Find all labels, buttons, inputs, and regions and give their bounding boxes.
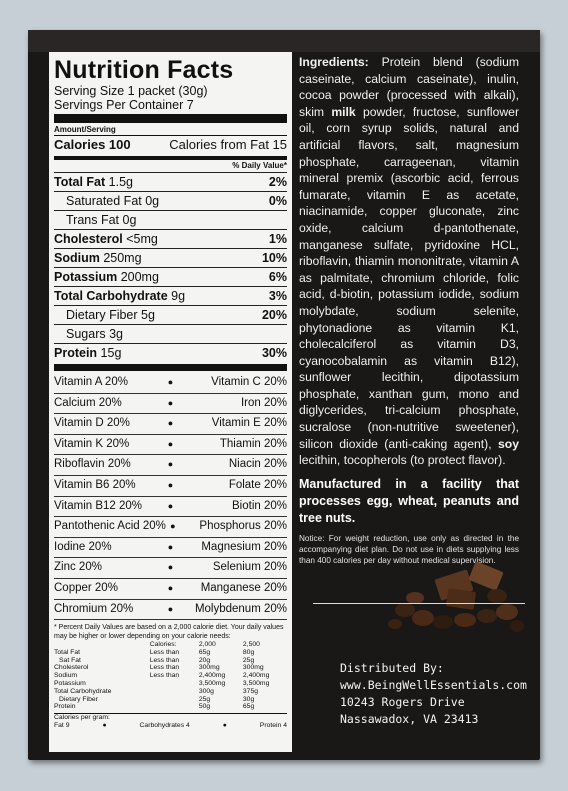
ingredients-label: Ingredients:	[299, 55, 369, 69]
daily-values-row	[54, 680, 287, 688]
daily-values-cell: Sat Fat	[59, 656, 81, 664]
daily-values-row	[54, 696, 287, 704]
bullet-icon: ●	[167, 377, 174, 387]
daily-values-cell: Cholesterol	[54, 664, 89, 672]
bullet-icon: ●	[167, 438, 174, 449]
vitamin-left: Vitamin K 20%	[54, 437, 130, 450]
nutrient-name-amount	[54, 230, 158, 248]
daily-values-cell: 20g	[198, 656, 211, 664]
nutrient-amount: 9g	[171, 289, 186, 303]
nutrient-name-amount	[54, 249, 142, 267]
bullet-icon: ●	[167, 459, 174, 470]
daily-values-cell: Total Fat	[54, 648, 81, 656]
nutrient-dv: 20%	[261, 308, 287, 322]
daily-values-cell: Less than	[149, 656, 180, 664]
nutrient-dv: 6%	[268, 270, 287, 284]
distributor-line1: Distributed By:	[340, 661, 444, 675]
daily-values-header-cell: 2,000	[198, 640, 216, 648]
daily-values-cell: Less than	[149, 648, 180, 656]
vitamin-left: Copper 20%	[54, 581, 118, 594]
nutrient-name-amount	[54, 173, 133, 191]
nutrient-name-amount	[66, 211, 136, 229]
vitamin-right: Phosphorus 20%	[199, 520, 287, 533]
daily-values-cell: 65g	[242, 703, 255, 711]
ingredients-part2: powder, fructose, sunflower oil, corn syrup solids, natural and artificial flavors, salt, magnesium phosphate, carrageenan, vitamin mineral premix (ascorbic acid, ferrous fumarate, vitamin E as acetate, niacinamide, copper gluconate, zinc oxide, calcium d-pantothenate, manganese sulfate, pyridoxine HCL, riboflavin, thiamin mononitrate, vitamin A as palmitate, chromium chloride, folic acid, d-biotin, potassium iodide, sodium molybdate, sodium selenite, phytonadione as vitamin K1, cholecalciferol as vitamin D3, cyanocobalamin as vitamin B12), sunflower lecithin, dipotassium phosphate, xanthan gum, mono and diglycerides, tri-calcium phosphate, sucralose (non-nutritive sweetener), silicon dioxide (anti-caking agent),	[299, 104, 520, 451]
calories-row	[54, 136, 287, 154]
vitamin-row	[54, 394, 287, 415]
daily-values-row	[54, 664, 287, 672]
nutrient-label: Sodium	[54, 251, 100, 265]
vitamin-left: Vitamin B12 20%	[54, 499, 143, 512]
nutrient-amount: 250mg	[103, 251, 142, 265]
ingredients-part3: lecithin, tocopherols (to protect flavor).	[299, 453, 506, 468]
daily-values-table	[54, 641, 287, 711]
vitamin-right: Vitamin E 20%	[211, 417, 287, 430]
daily-values-row	[54, 688, 287, 696]
daily-values-cell: 300mg	[198, 664, 220, 672]
nutrient-dv: 0%	[268, 194, 287, 208]
nutrient-label: Potassium	[54, 270, 118, 284]
daily-values-cell: 300mg	[242, 664, 264, 672]
allergen-statement: Manufactured in a facility that processes egg, wheat, peanuts and tree nuts.	[299, 476, 519, 525]
nutrient-name-amount	[66, 325, 123, 343]
nutrient-rows	[54, 173, 287, 344]
vitamin-right: Folate 20%	[228, 478, 287, 491]
calories-per-gram-item: Carbohydrates 4	[139, 722, 190, 730]
vitamin-right: Iron 20%	[240, 396, 287, 409]
ingredients-panel	[299, 54, 519, 566]
nutrient-dv: 10%	[261, 251, 287, 265]
daily-values-cell	[150, 688, 199, 696]
nutrient-label: Total Carbohydrate	[54, 289, 168, 303]
medium-divider	[54, 156, 287, 160]
calories-per-gram-label: Calories per gram:	[54, 714, 110, 722]
daily-values-cell: Less than	[149, 672, 180, 680]
distributor-website: www.BeingWellEssentials.com	[340, 678, 527, 692]
bullet-icon: ●	[167, 562, 174, 573]
daily-values-cell: Potassium	[54, 679, 86, 687]
vitamin-right: Magnesium 20%	[201, 540, 287, 553]
daily-values-cell: 25g	[242, 656, 255, 664]
nutrition-facts-panel	[49, 52, 292, 752]
vitamin-right: Thiamin 20%	[219, 437, 287, 450]
vitamin-row	[54, 579, 287, 600]
vitamin-right: Biotin 20%	[232, 499, 287, 512]
nutrient-label: Sugars	[66, 327, 106, 341]
white-divider-line	[313, 603, 525, 604]
vitamin-left: Vitamin D 20%	[54, 417, 130, 430]
nutrient-row	[54, 192, 287, 211]
nutrient-name-amount	[66, 192, 159, 210]
nutrient-row	[54, 325, 287, 344]
nutrient-amount: 5g	[141, 308, 155, 322]
daily-values-cell: 2,400mg	[242, 672, 270, 680]
nutrient-name-amount	[54, 287, 185, 305]
daily-values-cell	[150, 680, 199, 688]
nutrient-amount: <5mg	[126, 232, 158, 246]
vitamin-right: Molybdenum 20%	[194, 602, 287, 615]
daily-values-row	[54, 672, 287, 680]
vitamin-row	[54, 373, 287, 394]
nutrient-label: Cholesterol	[54, 232, 123, 246]
nutrient-row	[54, 249, 287, 268]
nutrient-name-amount	[66, 306, 155, 324]
ingredients-part1: Protein blend (sodium caseinate, calcium caseinate), inulin, cocoa powder (processed with alkali), skim	[299, 55, 519, 119]
distributor-block	[340, 660, 527, 728]
daily-values-cell: 300g	[198, 687, 214, 695]
nutrient-label: Dietary Fiber	[66, 308, 138, 322]
thick-divider	[54, 364, 287, 371]
serving-size: Serving Size 1 packet (30g)	[54, 84, 208, 98]
bullet-icon: ●	[167, 397, 174, 408]
chocolate-coffee-beans-image	[385, 560, 525, 640]
calories-value: Calories 100	[54, 137, 131, 152]
nutrient-amount: 1.5g	[108, 175, 133, 189]
daily-values-spacer	[54, 641, 150, 649]
bullet-icon: ●	[222, 722, 227, 730]
daily-values-cell: Total Carbohydrate	[54, 687, 112, 695]
ingredients-soy: soy	[497, 436, 519, 451]
daily-values-cell: Less than	[149, 664, 180, 672]
daily-values-cell: 2,400mg	[198, 672, 226, 680]
calories-per-gram-item: Fat 9	[54, 722, 70, 730]
bullet-icon: ●	[167, 500, 174, 511]
bullet-icon: ●	[170, 521, 176, 532]
nutrient-dv: 1%	[268, 232, 287, 246]
nutrient-dv: 3%	[268, 289, 287, 303]
daily-value-header: % Daily Value*	[54, 161, 287, 173]
daily-values-cell: 3,500mg	[242, 679, 270, 687]
calories-from-fat: Calories from Fat 15	[169, 137, 287, 152]
vitamin-left: Vitamin A 20%	[54, 376, 128, 388]
nutrient-amount: 0g	[122, 213, 137, 227]
vitamin-left: Iodine 20%	[54, 540, 112, 553]
nutrient-dv: 2%	[268, 175, 287, 189]
calories-per-gram	[54, 722, 287, 730]
nutrient-row	[54, 306, 287, 325]
bullet-icon: ●	[167, 541, 174, 552]
nutrition-facts-title: Nutrition Facts	[54, 56, 234, 84]
amount-per-serving: Amount/Serving	[54, 125, 116, 134]
vitamin-row	[54, 455, 287, 476]
daily-values-cell: 3,500mg	[198, 679, 226, 687]
vitamin-row	[54, 414, 287, 435]
distributor-street: 10243 Rogers Drive	[340, 695, 465, 709]
nutrient-label: Saturated Fat	[66, 194, 142, 208]
vitamin-row	[54, 538, 287, 559]
daily-values-cell: 375g	[242, 687, 259, 695]
nutrient-name-amount	[54, 268, 159, 286]
bullet-icon: ●	[102, 722, 107, 730]
footnote: * Percent Daily Values are based on a 2,000 calorie diet. Your daily values may be higher or lower depending on your calorie needs:	[54, 624, 284, 640]
vitamin-left: Pantothenic Acid 20%	[54, 520, 166, 533]
daily-values-row	[54, 657, 287, 665]
daily-values-cell: Sodium	[54, 672, 78, 680]
vitamin-row	[54, 435, 287, 456]
vitamin-row	[54, 558, 287, 579]
vitamin-left: Chromium 20%	[54, 602, 134, 615]
daily-values-cell: Dietary Fiber	[59, 695, 98, 703]
nutrient-amount: 3g	[109, 327, 123, 341]
vitamin-rows	[54, 373, 287, 620]
daily-values-cell: 25g	[198, 695, 211, 703]
nutrient-amount: 200mg	[120, 270, 159, 284]
vitamin-row	[54, 497, 287, 518]
thick-divider	[54, 114, 287, 123]
bullet-icon: ●	[167, 582, 174, 593]
vitamin-right: Selenium 20%	[212, 561, 287, 574]
vitamin-left: Zinc 20%	[54, 561, 102, 574]
daily-values-cell: 65g	[198, 648, 211, 656]
daily-values-header-cell: Calories:	[149, 640, 177, 648]
vitamin-right: Niacin 20%	[228, 458, 287, 471]
nutrient-row	[54, 268, 287, 287]
vitamin-left: Calcium 20%	[54, 396, 122, 409]
daily-values-cell: Protein	[54, 703, 76, 711]
vitamin-row	[54, 600, 287, 621]
nutrient-label: Total Fat	[54, 175, 106, 189]
protein-amount: 15g	[100, 346, 122, 360]
nutrient-row	[54, 173, 287, 192]
bullet-icon: ●	[167, 479, 174, 490]
distributor-city: Nassawadox, VA 23413	[340, 712, 479, 726]
nutrient-row	[54, 287, 287, 306]
daily-values-cell	[150, 696, 199, 704]
protein-label: Protein	[54, 346, 98, 360]
daily-values-header-cell: 2,500	[242, 640, 260, 648]
vitamin-row	[54, 476, 287, 497]
notice-text: Notice: For weight reduction, use only as directed in the accompanying diet plan. Do not use in diets supplying less than 400 calories per day without medical supervision.	[299, 533, 519, 565]
daily-values-row	[54, 649, 287, 657]
vitamin-right: Manganese 20%	[200, 581, 287, 594]
vitamin-left: Riboflavin 20%	[54, 458, 131, 471]
bullet-icon: ●	[167, 603, 174, 614]
vitamin-left: Vitamin B6 20%	[54, 478, 136, 491]
ingredients-text	[299, 54, 519, 469]
daily-values-cell	[150, 703, 199, 711]
bullet-icon: ●	[167, 418, 174, 429]
servings-per-container: Servings Per Container 7	[54, 98, 194, 112]
daily-values-header-row	[54, 641, 287, 649]
daily-values-cell: 80g	[242, 648, 255, 656]
box-top-flap	[28, 30, 540, 52]
daily-values-cell: 50g	[198, 703, 211, 711]
daily-values-cell: 30g	[242, 695, 255, 703]
ingredients-milk: milk	[331, 104, 356, 119]
nutrient-amount: 0g	[145, 194, 160, 208]
vitamin-row	[54, 517, 287, 538]
nutrient-row	[54, 230, 287, 249]
nutrient-label: Trans Fat	[66, 213, 120, 227]
calories-per-gram-item: Protein 4	[259, 722, 287, 730]
nutrient-row	[54, 211, 287, 230]
protein-row	[54, 344, 287, 362]
vitamin-right: Vitamin C 20%	[211, 376, 287, 388]
daily-values-row	[54, 703, 287, 711]
protein-dv: 30%	[261, 346, 287, 360]
